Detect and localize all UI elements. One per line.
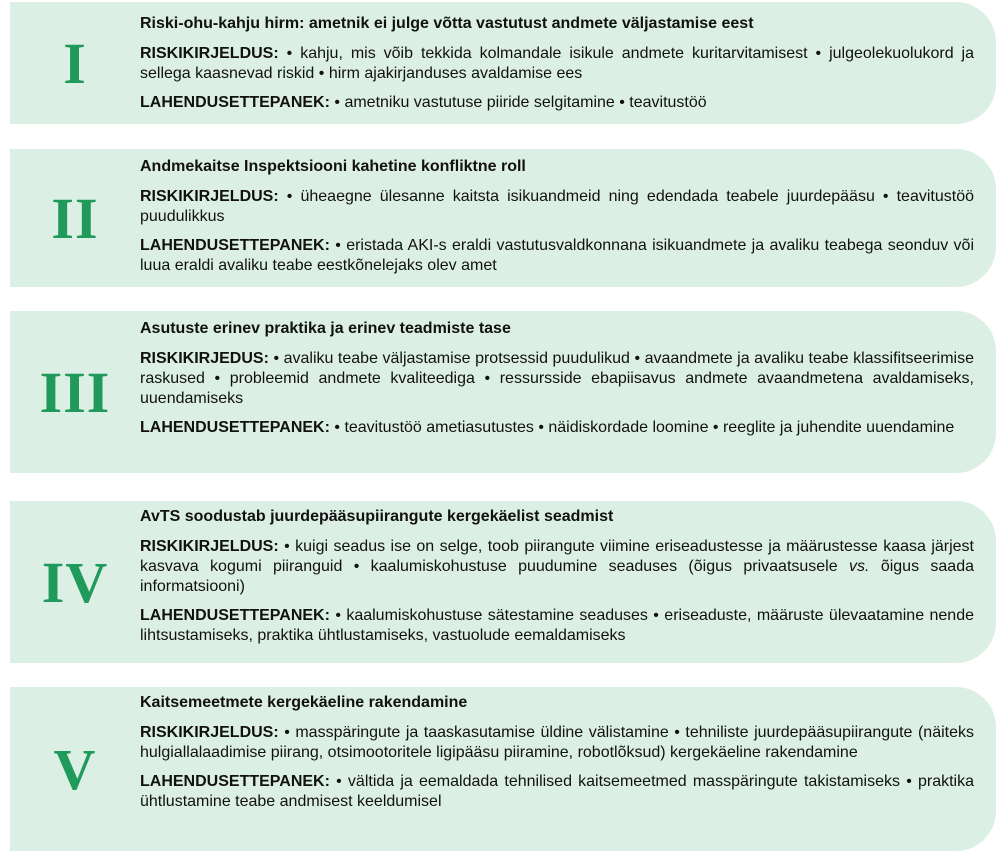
solution-label: LAHENDUSETTEPANEK: xyxy=(140,94,330,111)
solution-text: • eristada AKI-s eraldi vastutusvaldkonnana isikuandmete ja avaliku teabega seonduv või luua eraldi avaliku teabe eestkõnelejaks olev amet xyxy=(140,237,974,274)
card-title: Kaitsemeetmete kergekäeline rakendamine xyxy=(140,694,468,711)
roman-numeral: IV xyxy=(41,549,109,615)
card-content xyxy=(140,507,974,655)
risk-card-5 xyxy=(10,687,996,851)
roman-numeral: III xyxy=(39,359,111,425)
card-title: Riski-ohu-kahju hirm: ametnik ei julge võtta vastutust andmete väljastamise eest xyxy=(140,15,754,32)
risk-description xyxy=(140,44,974,84)
card-content xyxy=(140,157,974,285)
risk-description xyxy=(140,187,974,227)
risk-text: • masspäringute ja taaskasutamise üldine välistamine • tehniliste juurdepääsupiirangute (näiteks hulgiallalaadimise piirang, otsimootoritele ligipääsu piiramine, robotlõksud) kergekäeline rakendamine xyxy=(140,724,974,761)
card-title: Andmekaitse Inspektsiooni kahetine konfliktne roll xyxy=(140,158,526,175)
card-content xyxy=(140,319,974,447)
solution-text: • vältida ja eemaldada tehnilised kaitsemeetmed masspäringute takistamiseks • praktika ühtlustamine teabe andmisest keeldumisel xyxy=(140,773,975,810)
solution-text: • teavitustöö ametiasutustes • näidiskordade loomine • reeglite ja juhendite uuendamine xyxy=(334,419,955,436)
risk-text: • kahju, mis võib tekkida kolmandale isikule andmete kuritarvitamisest • julgeolekuolukord ja sellega kaasnevad riskid • hirm ajakirjanduses avaldamise ees xyxy=(140,45,974,82)
risk-label: RISKIKIRJELDUS: xyxy=(140,538,279,555)
solution-text: • kaalumiskohustuse sätestamine seaduses • eriseaduste, määruste ülevaatamine nende lihtsustamiseks, praktika ühtlustamiseks, vastuolude eemaldamiseks xyxy=(140,607,974,644)
solution-proposal xyxy=(140,93,974,113)
risk-text: • avaliku teabe väljastamise protsessid puudulikud • avaandmete ja avaliku teabe klassifitseerimise raskused • probleemid andmete kvaliteediga • ressursside ebapiisavus andmete avaandmetena avaldamiseks, uuendamiseks xyxy=(140,350,974,407)
card-content xyxy=(140,693,974,821)
solution-label: LAHENDUSETTEPANEK: xyxy=(140,419,330,436)
roman-numeral: II xyxy=(51,185,99,251)
risk-text: • kuigi seadus ise on selge, toob piirangute viimine eriseadustesse ja määrustesse kaasa järjest kasvava kogumi piiranguid • kaalumiskohustuse puudumine seaduses (õigus privaatsusele xyxy=(140,538,974,575)
solution-proposal xyxy=(140,418,974,438)
solution-text: • ametniku vastutuse piiride selgitamine • teavitustöö xyxy=(334,94,707,111)
card-content xyxy=(140,14,974,122)
risk-card-4 xyxy=(10,501,996,663)
roman-numeral: I xyxy=(63,30,87,96)
solution-label: LAHENDUSETTEPANEK: xyxy=(140,237,330,254)
risk-card-1 xyxy=(10,2,996,124)
risk-label: RISKIKIRJELDUS: xyxy=(140,188,279,205)
risk-description xyxy=(140,349,974,409)
solution-label: LAHENDUSETTEPANEK: xyxy=(140,607,330,624)
risk-card-3 xyxy=(10,311,996,473)
risk-label: RISKIKIRJEDUS: xyxy=(140,350,269,367)
card-title: Asutuste erinev praktika ja erinev teadmiste tase xyxy=(140,320,511,337)
risk-text-italic: vs. xyxy=(849,558,870,575)
risk-label: RISKIKIRJELDUS: xyxy=(140,724,279,741)
roman-numeral: V xyxy=(53,736,97,802)
card-title: AvTS soodustab juurdepääsupiirangute kergekäelist seadmist xyxy=(140,508,614,525)
risk-label: RISKIKIRJELDUS: xyxy=(140,45,279,62)
risk-text-continued: õigus saada informatsiooni) xyxy=(140,558,975,595)
risk-description xyxy=(140,537,974,597)
solution-proposal xyxy=(140,606,974,646)
solution-proposal xyxy=(140,236,974,276)
risk-card-2 xyxy=(10,149,996,287)
risk-text: • üheaegne ülesanne kaitsta isikuandmeid ning edendada teabele juurdepääsu • teavitustöö puudulikkus xyxy=(140,188,974,225)
risk-description xyxy=(140,723,974,763)
solution-label: LAHENDUSETTEPANEK: xyxy=(140,773,330,790)
solution-proposal xyxy=(140,772,974,812)
